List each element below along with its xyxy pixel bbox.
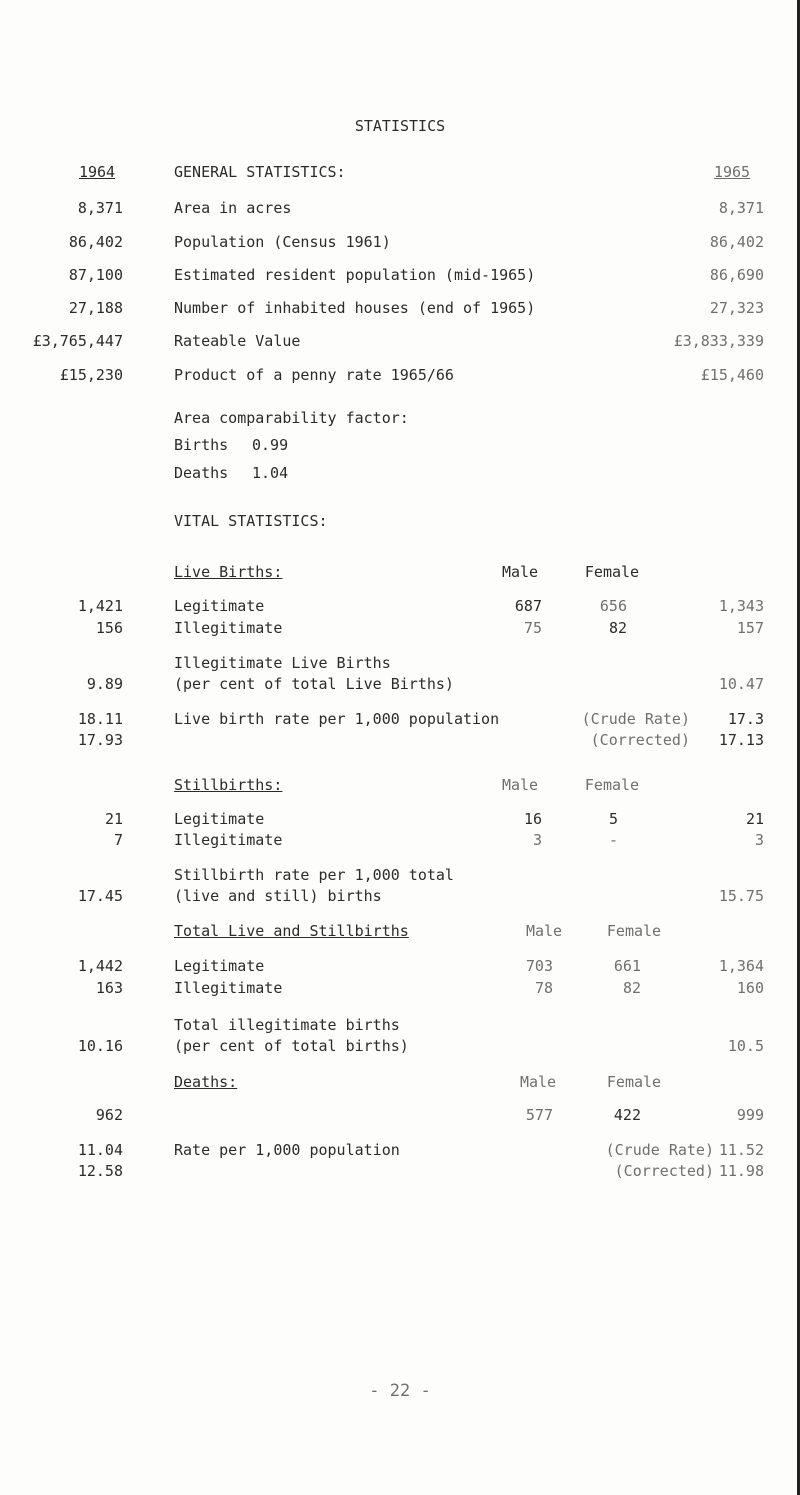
- year-1964-header: 1964: [78, 163, 116, 181]
- lb-illegit-1964: 156: [95, 619, 123, 637]
- lb-illegit-1965: 157: [736, 619, 764, 637]
- sb-male-header: Male: [501, 776, 539, 794]
- houses-label: Number of inhabited houses (end of 1965): [174, 299, 536, 317]
- census-1965: 86,402: [709, 233, 764, 251]
- houses-1965: 27,323: [709, 299, 764, 317]
- census-label: Population (Census 1961): [174, 233, 391, 251]
- deaths-corr-label: (Corrected): [614, 1162, 714, 1180]
- lb-legit-label: Legitimate: [174, 597, 265, 615]
- tot-legit-label: Legitimate: [174, 957, 265, 975]
- penny-label: Product of a penny rate 1965/66: [174, 366, 454, 384]
- sb-rate-line1: Stillbirth rate per 1,000 total: [174, 866, 454, 884]
- penny-1965: £15,460: [700, 366, 764, 384]
- stillbirths-heading: Stillbirths:: [174, 776, 283, 794]
- sb-female-header: Female: [584, 776, 640, 794]
- deaths-factor-value: 1.04: [252, 464, 289, 482]
- lb-legit-1965: 1,343: [718, 597, 764, 615]
- lb-crude-label: (Crude Rate): [581, 710, 690, 728]
- deaths-female: 422: [613, 1106, 641, 1124]
- area-1964: 8,371: [77, 199, 123, 217]
- page-number: - 22 -: [369, 1381, 431, 1401]
- lb-corr-1964: 17.93: [77, 731, 123, 749]
- births-factor-label: Births: [174, 436, 229, 454]
- deaths-crude-1965: 11.52: [718, 1141, 764, 1159]
- tot-pct-line2: (per cent of total births): [174, 1037, 409, 1055]
- tot-illegit-male: 78: [534, 979, 553, 997]
- tot-male-header: Male: [525, 922, 563, 940]
- tot-illegit-label: Illegitimate: [174, 979, 283, 997]
- estpop-1964: 87,100: [68, 266, 123, 284]
- tot-legit-1964: 1,442: [77, 957, 123, 975]
- sb-rate-line2: (live and still) births: [174, 887, 382, 905]
- lb-illegit-male: 75: [523, 619, 542, 637]
- sb-rate-1964: 17.45: [77, 887, 123, 905]
- tot-legit-1965: 1,364: [718, 957, 764, 975]
- deaths-male: 577: [525, 1106, 553, 1124]
- lb-corr-label: (Corrected): [590, 731, 690, 749]
- sb-rate-1965: 15.75: [718, 887, 764, 905]
- area-1965: 8,371: [718, 199, 764, 217]
- sb-illegit-male: 3: [532, 831, 542, 849]
- lb-illegit-female: 82: [608, 619, 627, 637]
- rateable-1964: £3,765,447: [32, 332, 123, 350]
- tot-illegit-1965: 160: [736, 979, 764, 997]
- year-1965-header: 1965: [713, 163, 751, 181]
- general-heading: GENERAL STATISTICS:: [174, 163, 346, 181]
- rateable-1965: £3,833,339: [673, 332, 764, 350]
- sb-illegit-label: Illegitimate: [174, 831, 283, 849]
- births-factor-value: 0.99: [252, 436, 289, 454]
- sb-legit-1964: 21: [104, 810, 123, 828]
- deaths-male-header: Male: [519, 1073, 557, 1091]
- deaths-corr-1965: 11.98: [718, 1162, 764, 1180]
- tot-pct-1965: 10.5: [727, 1037, 764, 1055]
- sb-illegit-female: -: [608, 831, 618, 849]
- lb-crude-1965: 17.3: [727, 710, 764, 728]
- sb-illegit-1965: 3: [754, 831, 764, 849]
- lb-legit-male: 687: [514, 597, 542, 615]
- tot-illegit-female: 82: [622, 979, 641, 997]
- tot-female-header: Female: [606, 922, 662, 940]
- deaths-corr-1964: 12.58: [77, 1162, 123, 1180]
- houses-1964: 27,188: [68, 299, 123, 317]
- sb-legit-1965: 21: [745, 810, 764, 828]
- lb-illegit-pct-line1: Illegitimate Live Births: [174, 654, 391, 672]
- lb-illegit-label: Illegitimate: [174, 619, 283, 637]
- lb-female-header: Female: [584, 563, 640, 581]
- sb-illegit-1964: 7: [113, 831, 123, 849]
- rateable-label: Rateable Value: [174, 332, 301, 350]
- sb-legit-label: Legitimate: [174, 810, 265, 828]
- deaths-heading: Deaths:: [174, 1073, 238, 1091]
- lb-crude-1964: 18.11: [77, 710, 123, 728]
- comparability-heading: Area comparability factor:: [174, 409, 409, 427]
- tot-legit-male: 703: [525, 957, 553, 975]
- estpop-1965: 86,690: [709, 266, 764, 284]
- sb-legit-male: 16: [523, 810, 542, 828]
- lb-legit-female: 656: [599, 597, 627, 615]
- tot-pct-line1: Total illegitimate births: [174, 1016, 400, 1034]
- census-1964: 86,402: [68, 233, 123, 251]
- tot-legit-female: 661: [613, 957, 641, 975]
- lb-corr-1965: 17.13: [718, 731, 764, 749]
- lb-illegit-pct-line2: (per cent of total Live Births): [174, 675, 454, 693]
- vital-heading: VITAL STATISTICS:: [174, 512, 328, 530]
- deaths-1964: 962: [95, 1106, 123, 1124]
- lb-illegit-pct-1965: 10.47: [718, 675, 764, 693]
- sb-legit-female: 5: [608, 810, 618, 828]
- deaths-factor-label: Deaths: [174, 464, 229, 482]
- tot-pct-1964: 10.16: [77, 1037, 123, 1055]
- deaths-1965: 999: [736, 1106, 764, 1124]
- area-label: Area in acres: [174, 199, 292, 217]
- lb-male-header: Male: [501, 563, 539, 581]
- page-title: STATISTICS: [354, 117, 446, 135]
- deaths-female-header: Female: [606, 1073, 662, 1091]
- penny-1964: £15,230: [59, 366, 123, 384]
- lb-illegit-pct-1964: 9.89: [86, 675, 123, 693]
- lb-rate-label: Live birth rate per 1,000 population: [174, 710, 500, 728]
- tot-illegit-1964: 163: [95, 979, 123, 997]
- deaths-crude-1964: 11.04: [77, 1141, 123, 1159]
- deaths-rate-label: Rate per 1,000 population: [174, 1141, 400, 1159]
- live-births-heading: Live Births:: [174, 563, 283, 581]
- lb-legit-1964: 1,421: [77, 597, 123, 615]
- total-heading: Total Live and Stillbirths: [174, 922, 409, 940]
- deaths-crude-label: (Crude Rate): [605, 1141, 714, 1159]
- estpop-label: Estimated resident population (mid-1965): [174, 266, 536, 284]
